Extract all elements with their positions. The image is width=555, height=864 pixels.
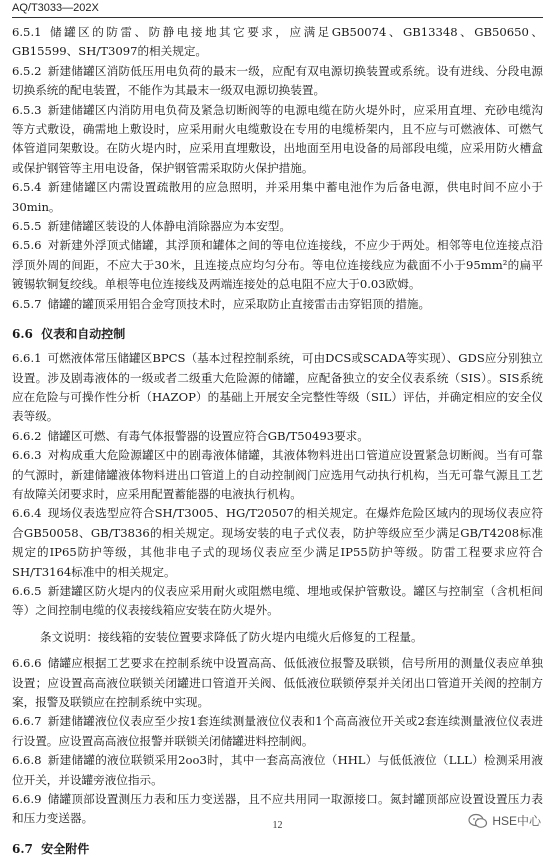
clause-6-5-7: 6.5.7 储罐的罐顶采用铝合金穹顶技术时，应采取防止直接雷击击穿铝顶的措施。 [12,296,431,311]
clause-6-5-2: 6.5.2 新建储罐区消防低压用电负荷的最末一级，应配有双电源切换装置或系统。设有进线、分段电源切换系统的配电装置，不能作为其最末一级双电源切换装置。 [12,63,543,98]
clause-6-6-2: 6.6.2 储罐区可燃、有毒气体报警器的设置应符合GB/T50493要求。 [12,428,369,443]
clause-6-5-6: 6.5.6 对新建外浮顶式储罐，其浮顶和罐体之间的等电位连接线，不应少于两处。相邻等电位连接点沿浮顶外周的间距，不应大于30米，且连接点应均匀分布。等电位连接线应为截面不小于95mm²的扁平镀锡软铜复绞线。单根等电位连接线及两端连接处的总电阻不应大于0.03欧姆。 [12,238,543,292]
header-divider [12,17,543,18]
clause-6-5-4: 6.5.4 新建储罐区内需设置疏散用的应急照明，并采用集中蓄电池作为后备电源，供电时间不应小于30min。 [12,180,543,214]
clause-6-6-4: 6.6.4 现场仪表选型应符合SH/T3005、HG/T20507的相关规定。在爆炸危险区域内的现场仪表应符合GB50058、GB/T3836的相关规定。现场安装的电子式仪表，防护等级应至少满足GB/T4208标准规定的IP65防护等级，其他非电子式的现场仪表应至少满足IP55防护等级。防雷工程要求应符合SH/T3164标准中的相关规定。 [12,506,543,579]
watermark-text: HSE中心 [492,814,541,828]
clause-6-5-3: 6.5.3 新建储罐区内消防用电负荷及紧急切断阀等的电源电缆在防火堤外时，应采用直埋、充砂电缆沟等方式敷设，确需地上敷设时，应采用耐火电缆敷设在专用的电缆桥架内，且不应与可燃液体、可燃气体管道同架敷设。在防火堤内时，应采用直埋敷设，出地面至用电设备的局部段电缆，应采用防火槽盒或保护钢管等主用电设备，保护钢管需采取防火保护措施。 [12,102,543,175]
document-body [12,23,543,864]
clause-6-6-5: 6.6.5 新建罐区防火堤内的仪表应采用耐火或阻燃电缆、埋地或保护管敷设。罐区与控制室（含机柜间等）之间控制电缆的仪表接线箱应安装在防火堤外。 [12,583,543,618]
clause-6-6-8: 6.6.8 新建储罐的液位联锁采用2oo3时，其中一套高高液位（HHL）与低低液位（LLL）检测采用液位开关，并设罐旁液位指示。 [12,753,543,787]
document-code: AQ/T3033—202X [12,2,99,14]
section-heading-6-7: 6.7 安全附件 [12,841,90,856]
clause-6-6-7: 6.6.7 新建储罐液位仪表应至少按1套连续测量液位仪表和1个高高液位开关或2套连续测量液位仪表进行设置。应设置高高液位报警并联锁关闭储罐进料控制阀。 [12,714,543,748]
clause-6-6-6: 6.6.6 储罐应根据工艺要求在控制系统中设置高高、低低液位报警及联锁，信号所用的测量仪表应单独设置；应设置高高液位联锁关闭罐进口管道开关阀、低低液位联锁停泵并关闭出口管道开关阀的控制方案，报警及联锁应在控制系统中实现。 [12,656,543,709]
clause-6-6-1: 6.6.1 可燃液体常压储罐区BPCS（基本过程控制系统，可由DCS或SCADA等实现）、GDS应分别独立设置。涉及剧毒液体的一级或者二级重大危险源的储罐，应配备独立的安全仪表系统（SIS）。SIS系统应在危险与可操作性分析（HAZOP）的基础上开展安全完整性等级（SIL）评估，并确定相应的安全仪表等级。 [12,351,543,424]
wechat-icon [468,813,488,829]
clause-6-6-9: 6.6.9 储罐顶部设置测压力表和压力变送器，且不应共用同一取源接口。氮封罐顶部应设置设置压力表和压力变送器。 [12,792,543,826]
clause-explanation-note: 条文说明：接线箱的安装位置要求降低了防火堤内电缆火后修复的工程量。 [40,629,423,644]
watermark [468,812,541,829]
page-number: 12 [272,820,283,831]
clause-6-5-5: 6.5.5 新建储罐区装设的人体静电消除器应为本安型。 [12,219,291,234]
clause-6-6-3: 6.6.3 对构成重大危险源罐区中的剧毒液体储罐，其液体物料进出口管道应设置紧急切断阀。当有可靠的气源时，新建储罐液体物料进出口管道上的自动控制阀门应选用气动执行机构，当无可靠气源且工艺有故障关闭要求时，应采用配置蓄能器的电液执行机构。 [12,448,543,501]
section-heading-6-6: 6.6 仪表和自动控制 [12,327,126,342]
clause-6-5-1: 6.5.1 储罐区的防雷、防静电接地其它要求，应满足GB50074、GB13348、GB50650、GB15599、SH/T3097的相关规定。 [12,25,543,59]
